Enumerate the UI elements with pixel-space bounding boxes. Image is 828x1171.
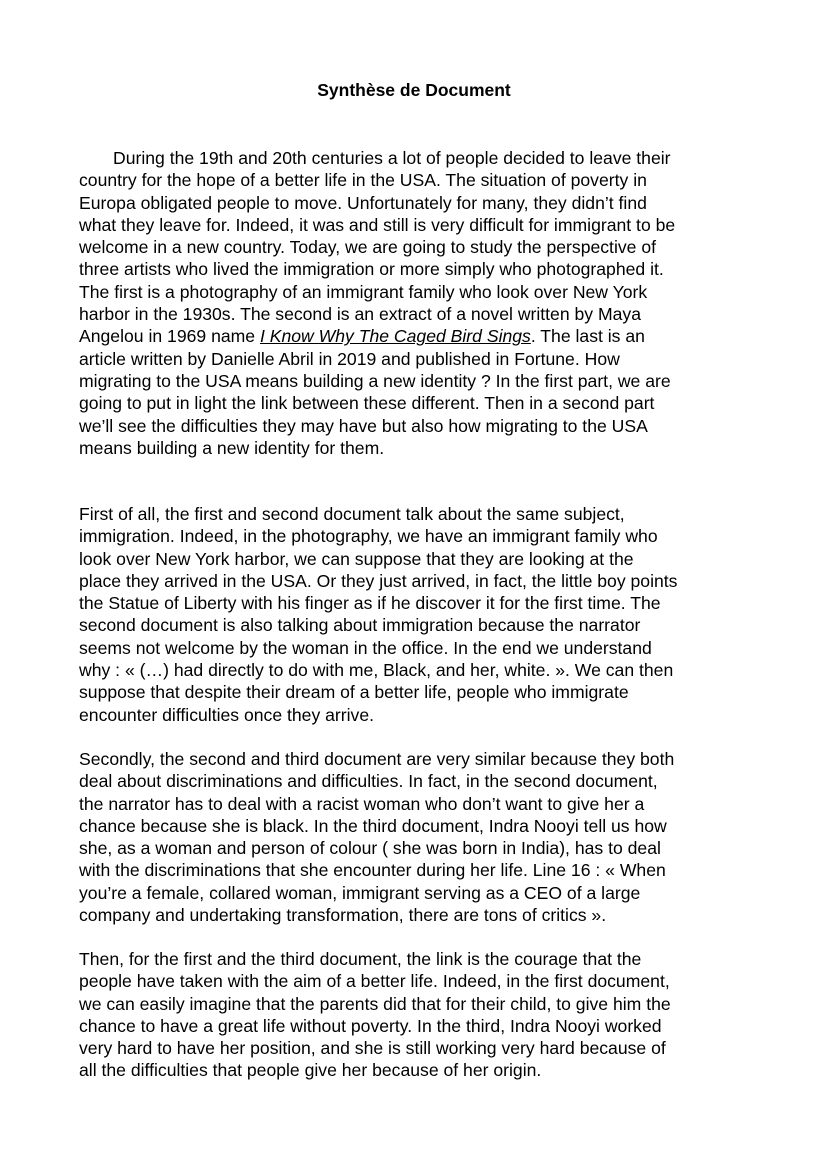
text-line: deal about discriminations and difficulties. In fact, in the second document, xyxy=(79,771,658,792)
book-title: I Know Why The Caged Bird Sings xyxy=(259,326,531,347)
text-line: look over New York harbor, we can suppose that they are looking at the xyxy=(79,548,634,569)
text-line: chance to have a great life without poverty. In the third, Indra Nooyi worked xyxy=(79,1015,662,1036)
text-line: three artists who lived the immigration or more simply who photographed it. xyxy=(79,259,664,280)
text-line: chance because she is black. In the third document, Indra Nooyi tell us how xyxy=(79,815,667,836)
text-line xyxy=(79,325,759,347)
text-line: company and undertaking transformation, there are tons of critics ». xyxy=(79,905,607,926)
text-line: why : « (…) had directly to do with me, Black, and her, white. ». We can then xyxy=(79,660,674,681)
text-line: place they arrived in the USA. Or they just arrived, in fact, the little boy points xyxy=(79,570,678,591)
text-line: welcome in a new country. Today, we are going to study the perspective of xyxy=(79,237,657,258)
text-line: encounter difficulties once they arrive. xyxy=(79,704,375,725)
text-line: suppose that despite their dream of a better life, people who immigrate xyxy=(79,682,629,703)
text-line: During the 19th and 20th centuries a lot of people decided to leave their xyxy=(113,148,671,168)
text-line: very hard to have her position, and she is still working very hard because of xyxy=(79,1038,666,1059)
text-line: harbor in the 1930s. The second is an extract of a novel written by Maya xyxy=(79,304,642,325)
text-line: Europa obligated people to move. Unfortunately for many, they didn’t find xyxy=(79,192,647,213)
text-line: immigration. Indeed, in the photography, we have an immigrant family who xyxy=(79,526,658,547)
text-line: she, as a woman and person of colour ( she was born in India), has to deal xyxy=(79,838,661,859)
document-title: Synthèse de Document xyxy=(317,80,511,100)
paragraph-first-of-all xyxy=(79,503,759,726)
text-line: what they leave for. Indeed, it was and still is very difficult for immigrant to be xyxy=(79,214,676,235)
paragraph-introduction xyxy=(79,147,759,459)
text-line: means building a new identity for them. xyxy=(79,437,385,458)
text-line: we’ll see the difficulties they may have but also how migrating to the USA xyxy=(79,415,648,436)
text-line: Secondly, the second and third document are very similar because they both xyxy=(79,749,675,769)
paragraph-secondly xyxy=(79,748,759,926)
text-segment: Angelou in 1969 name xyxy=(79,326,260,347)
text-segment: . The last is an xyxy=(530,326,645,347)
text-line: we can easily imagine that the parents did that for their child, to give him the xyxy=(79,993,671,1014)
text-line: country for the hope of a better life in the USA. The situation of poverty in xyxy=(79,170,647,191)
text-line: you’re a female, collared woman, immigrant serving as a CEO of a large xyxy=(79,882,641,903)
text-line: with the discriminations that she encounter during her life. Line 16 : « When xyxy=(79,860,666,881)
text-line: article written by Danielle Abril in 2019 and published in Fortune. How xyxy=(79,348,620,369)
text-line: people have taken with the aim of a better life. Indeed, in the first document, xyxy=(79,971,670,992)
text-line: going to put in light the link between these different. Then in a second part xyxy=(79,393,655,414)
text-line: The first is a photography of an immigrant family who look over New York xyxy=(79,281,648,302)
text-line: second document is also talking about immigration because the narrator xyxy=(79,615,641,636)
paragraph-then xyxy=(79,948,759,1082)
text-line: all the difficulties that people give her because of her origin. xyxy=(79,1060,542,1081)
text-line: the narrator has to deal with a racist woman who don’t want to give her a xyxy=(79,793,645,814)
text-line: Then, for the first and the third document, the link is the courage that the xyxy=(79,949,642,969)
text-line: migrating to the USA means building a new identity ? In the first part, we are xyxy=(79,370,671,391)
text-line: First of all, the first and second document talk about the same subject, xyxy=(79,504,625,524)
text-line: the Statue of Liberty with his finger as if he discover it for the first time. The xyxy=(79,593,661,614)
text-line: seems not welcome by the woman in the office. In the end we understand xyxy=(79,637,652,658)
